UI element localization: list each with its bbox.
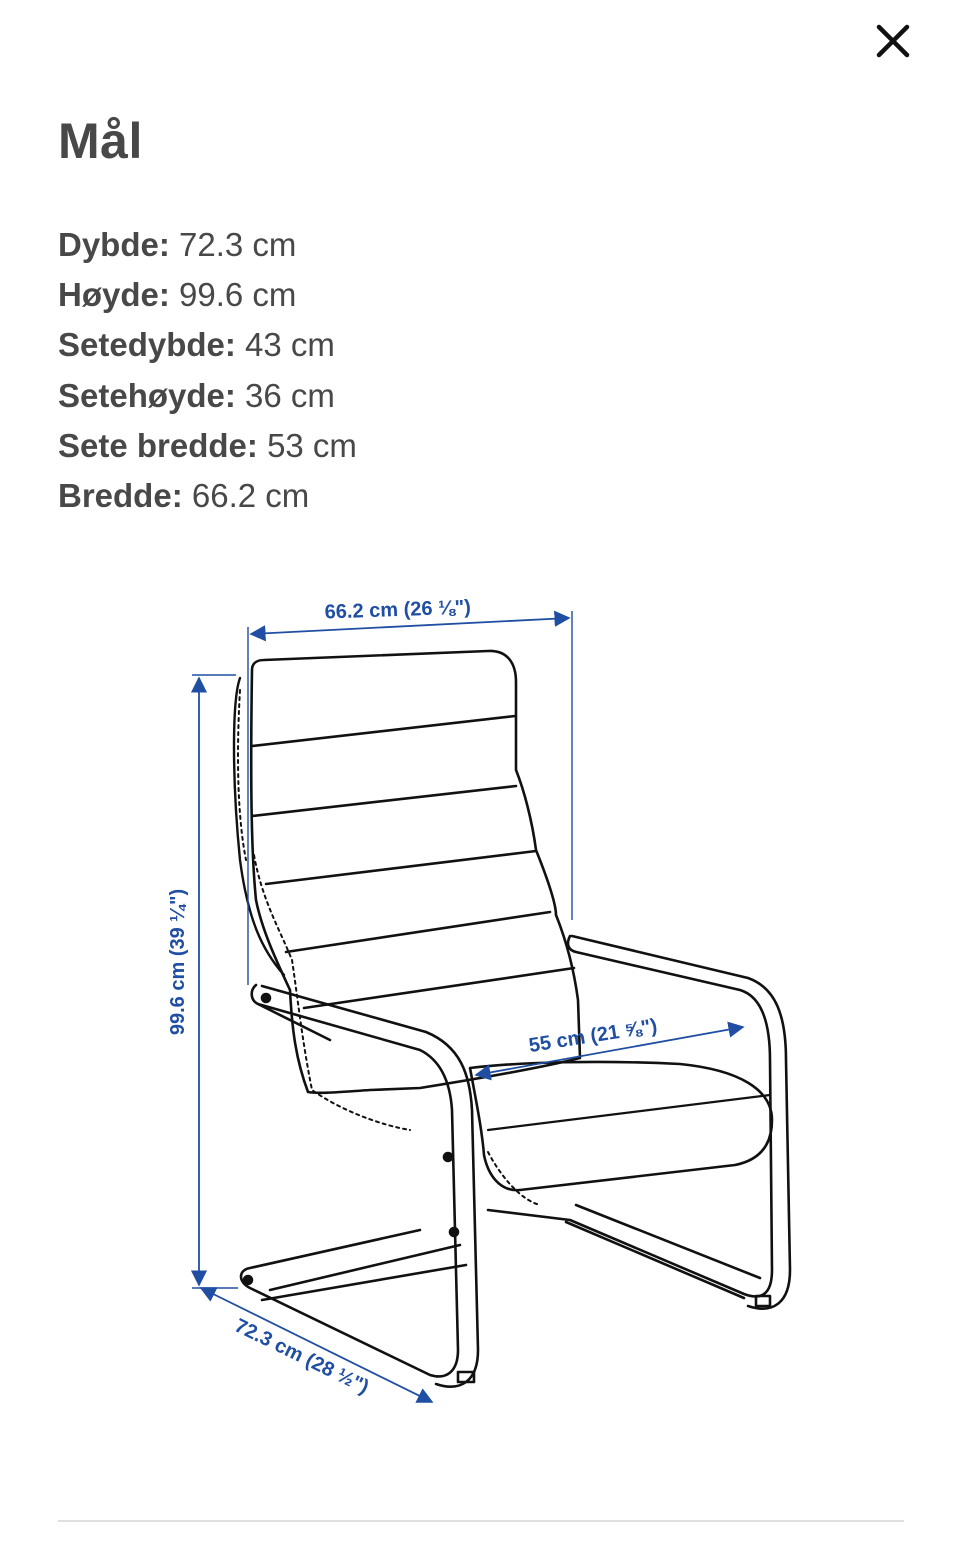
height-dimension-label: 99.6 cm (39 ¼") [167,888,189,1036]
dimension-value: 99.6 cm [179,276,297,314]
dimension-label: Bredde: [58,476,183,514]
close-button[interactable] [862,12,924,70]
page-title: Mål [58,113,143,169]
dimension-seat-depth [58,322,357,372]
dimension-label: Høyde: [58,276,170,314]
dimension-height [58,272,357,322]
dimension-value: 66.2 cm [191,476,310,514]
divider [58,1520,904,1522]
dimension-seat-width [58,423,357,473]
dimension-label: Dybde: [58,226,170,263]
dimension-label: Setedybde: [58,326,236,364]
dimension-lines [192,611,743,1402]
dimension-value: 36 cm [245,376,335,414]
dimensions-list [58,222,357,523]
dimension-value: 43 cm [245,326,335,364]
dimension-seat-height [58,373,357,423]
dimension-label: Setehøyde: [58,376,236,414]
dimension-width [58,473,357,523]
dimension-value: 53 cm [267,426,357,464]
dimension-depth [58,222,357,272]
chair-illustration [234,651,790,1387]
width-dimension-label: 66.2 cm (26 ⅛") [324,596,472,624]
seat-width-dimension-label: 55 cm (21 ⅝") [527,1015,659,1058]
dimension-label: Sete bredde: [58,426,258,464]
close-icon [876,24,910,58]
depth-dimension-label: 72.3 cm (28 ½") [231,1314,373,1399]
dimension-value: 72.3 cm [179,226,297,263]
dimension-diagram [0,570,960,1450]
